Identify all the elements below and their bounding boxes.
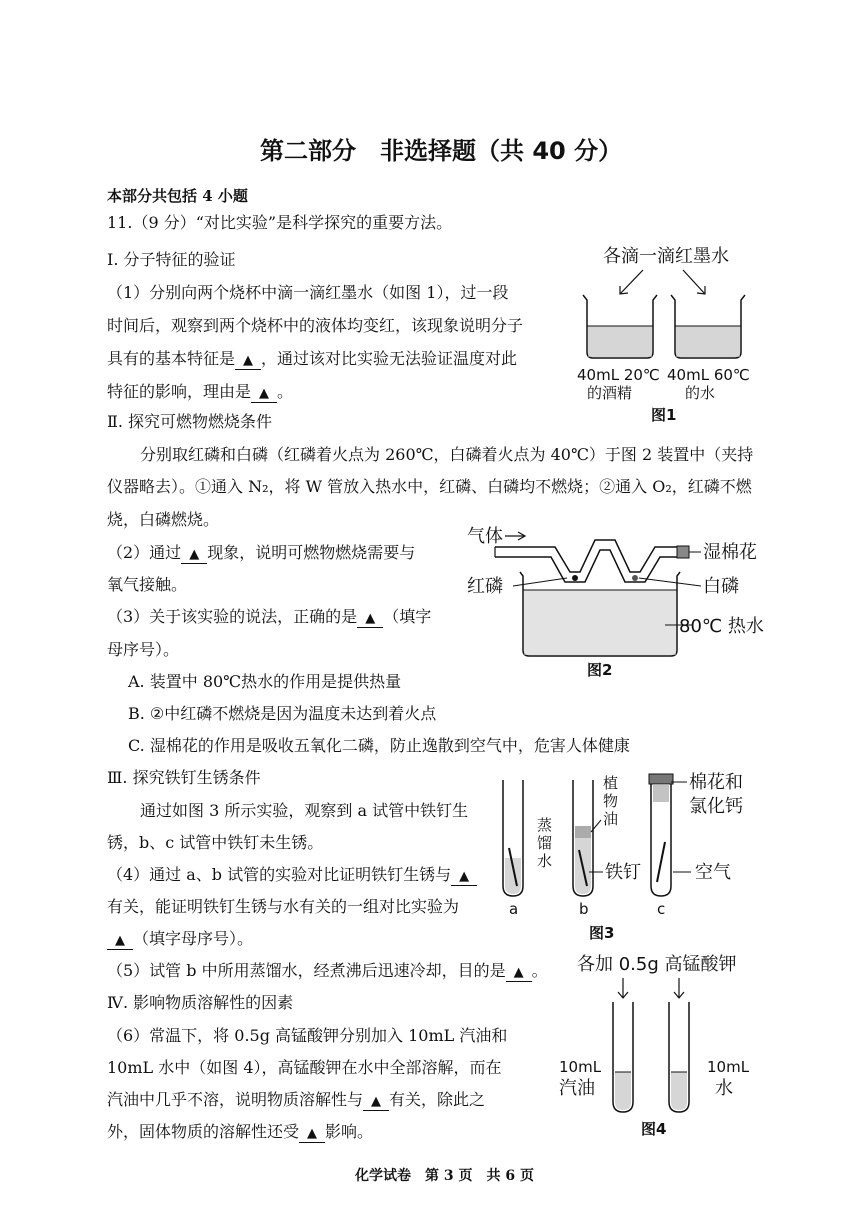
fig3-oil-label-2: 物	[603, 792, 619, 810]
fig3-air-label: 空气	[695, 862, 731, 883]
q2-text-a: （2）通过	[107, 543, 182, 562]
q4-text-a: （4）通过 a、b 试管的实验对比证明铁钉生锈与	[107, 865, 452, 884]
fig3-tube-a-label: a	[509, 900, 519, 918]
beaker-hot-water	[520, 572, 680, 656]
fig3-oil-label-3: 油	[603, 810, 619, 828]
part2-intro-2: 仪器略去）。①通入 N₂，将 W 管放入热水中，红磷、白磷均不燃烧；②通入 O₂，红磷不燃	[107, 477, 752, 496]
q6-line1: （6）常温下，将 0.5g 高锰酸钾分别加入 10mL 汽油和	[107, 1026, 508, 1045]
fig1-right-label-1: 40mL 60℃	[667, 366, 750, 384]
q6-line2: 10mL 水中（如图 4），高锰酸钾在水中全部溶解，而在	[107, 1058, 502, 1077]
test-tube-a	[503, 780, 523, 896]
test-tube-b	[573, 780, 593, 896]
test-tube-c	[649, 774, 673, 896]
answer-blank-q4a[interactable]: ▲	[451, 869, 477, 886]
fig4-right-label-2: 水	[715, 1078, 733, 1099]
q1-line1: （1）分别向两个烧杯中滴一滴红墨水（如图 1），过一段	[107, 283, 509, 302]
fig3-cotton-label-1: 棉花和	[689, 772, 743, 793]
fig1-caption: 图1	[651, 406, 677, 424]
q1-line3-text-a: 具有的基本特征是	[107, 349, 236, 368]
part4-heading: Ⅳ. 影响物质溶解性的因素	[107, 993, 294, 1012]
q6-text-b: 有关，除此之	[389, 1090, 486, 1109]
test-tube-water	[669, 1002, 689, 1112]
q1-line3-text-b: ，通过该对比实验无法验证温度对此	[261, 349, 518, 368]
fig4-right-label-1: 10mL	[707, 1058, 750, 1076]
q6-text-d: 影响。	[325, 1122, 374, 1141]
page-footer: 化学试卷 第 3 页 共 6 页	[355, 1168, 534, 1184]
fig4-top-label: 各加 0.5g 高锰酸钾	[577, 954, 737, 975]
page-title: 第二部分 非选择题（共 40 分）	[260, 137, 623, 165]
q3-line1	[107, 607, 431, 628]
fig2-cotton-label: 湿棉花	[703, 542, 757, 563]
fig1-top-label: 各滴一滴红墨水	[603, 246, 729, 267]
answer-blank-q4b[interactable]: ▲	[107, 933, 133, 950]
part2-heading: Ⅱ. 探究可燃物燃烧条件	[107, 412, 273, 431]
q1-line4	[107, 382, 293, 403]
part3-intro-1: 通过如图 3 所示实验，观察到 a 试管中铁钉生	[140, 801, 469, 820]
answer-blank-q5[interactable]: ▲	[506, 965, 532, 982]
q6-text-c: 外，固体物质的溶解性还受	[107, 1122, 300, 1141]
part1-heading: Ⅰ. 分子特征的验证	[107, 250, 236, 269]
q6-line3	[107, 1090, 485, 1111]
part3-heading: Ⅲ. 探究铁钉生锈条件	[107, 768, 261, 787]
fig3-cotton-label-2: 氯化钙	[689, 796, 743, 817]
option-c: C. 湿棉花的作用是吸收五氧化二磷，防止逸散到空气中，危害人体健康	[128, 736, 630, 755]
q4-text-c: （填字母序号）。	[133, 929, 254, 948]
fig3-tube-b-label: b	[579, 900, 589, 918]
figure-4	[555, 950, 775, 1140]
fig1-left-label-2: 的酒精	[587, 384, 633, 402]
q6-line4	[107, 1122, 373, 1143]
q2-text-b: 现象，说明可燃物燃烧需要与	[207, 543, 416, 562]
q1-line2: 时间后，观察到两个烧杯中的液体均变红，该现象说明分子	[107, 316, 524, 335]
fig1-left-label-1: 40mL 20℃	[577, 366, 660, 384]
q1-line4-text-a: 特征的影响，理由是	[107, 382, 252, 401]
fig4-caption: 图4	[641, 1120, 667, 1138]
q11-header: 11.（9 分）“对比实验”是科学探究的重要方法。	[107, 213, 453, 232]
q6-text-a: 汽油中几乎不溶，说明物质溶解性与	[107, 1090, 364, 1109]
fig2-red-p-label: 红磷	[467, 576, 503, 597]
w-tube	[495, 540, 689, 582]
answer-blank-q1a[interactable]: ▲	[235, 353, 261, 370]
answer-blank-q2[interactable]: ▲	[181, 547, 207, 564]
option-b: B. ②中红磷不燃烧是因为温度未达到着火点	[128, 704, 437, 723]
beaker-alcohol	[583, 295, 657, 358]
answer-blank-q1b[interactable]: ▲	[251, 386, 277, 403]
fig2-white-p-label: 白磷	[703, 576, 739, 597]
q5-line	[107, 961, 548, 982]
fig3-distilled-label-3: 水	[537, 852, 553, 870]
fig3-oil-label-1: 植	[603, 774, 619, 792]
fig3-nail-label: 铁钉	[605, 862, 641, 883]
fig1-right-label-2: 的水	[685, 384, 716, 402]
section-note: 本部分共包括 4 小题	[107, 187, 248, 205]
part2-intro-1: 分别取红磷和白磷（红磷着火点为 260℃，白磷着火点为 40℃）于图 2 装置中（夹持	[140, 445, 754, 464]
fig2-water-label: 80℃ 热水	[679, 616, 764, 637]
fig4-left-label-1: 10mL	[559, 1058, 602, 1076]
fig4-left-label-2: 汽油	[559, 1078, 595, 1099]
figure-3	[495, 768, 775, 943]
test-tube-gasoline	[613, 1002, 633, 1112]
figure-1	[565, 240, 765, 425]
q3-text-b: （填字	[383, 607, 432, 626]
option-a: A. 装置中 80℃热水的作用是提供热量	[128, 672, 402, 691]
part2-intro-3: 烧，白磷燃烧。	[107, 510, 220, 529]
q5-text-a: （5）试管 b 中所用蒸馏水，经煮沸后迅速冷却，目的是	[107, 961, 506, 980]
q4-line3	[107, 929, 253, 950]
fig3-distilled-label-1: 蒸	[537, 816, 553, 834]
q1-line4-text-b: 。	[277, 382, 294, 401]
answer-blank-q6b[interactable]: ▲	[299, 1126, 325, 1143]
fig2-gas-label: 气体	[467, 526, 503, 547]
fig3-distilled-label-2: 馏	[537, 834, 553, 852]
fig2-caption: 图2	[587, 661, 613, 679]
beaker-water	[671, 295, 745, 358]
q5-text-b: 。	[531, 961, 548, 980]
fig3-caption: 图3	[589, 924, 615, 942]
q3-text-a: （3）关于该实验的说法，正确的是	[107, 607, 358, 626]
q2-line1	[107, 543, 415, 564]
answer-blank-q6a[interactable]: ▲	[363, 1094, 389, 1111]
q4-line2: 有关，能证明铁钉生锈与水有关的一组对比实验为	[107, 897, 460, 916]
q3-line2: 母序号）。	[107, 640, 180, 659]
answer-blank-q3[interactable]: ▲	[357, 611, 383, 628]
q2-line2: 氧气接触。	[107, 575, 188, 594]
fig3-tube-c-label: c	[657, 900, 666, 918]
figure-2	[465, 520, 775, 680]
part3-intro-2: 锈，b、c 试管中铁钉未生锈。	[107, 833, 324, 852]
q1-line3	[107, 349, 517, 370]
q4-line1	[107, 865, 477, 886]
